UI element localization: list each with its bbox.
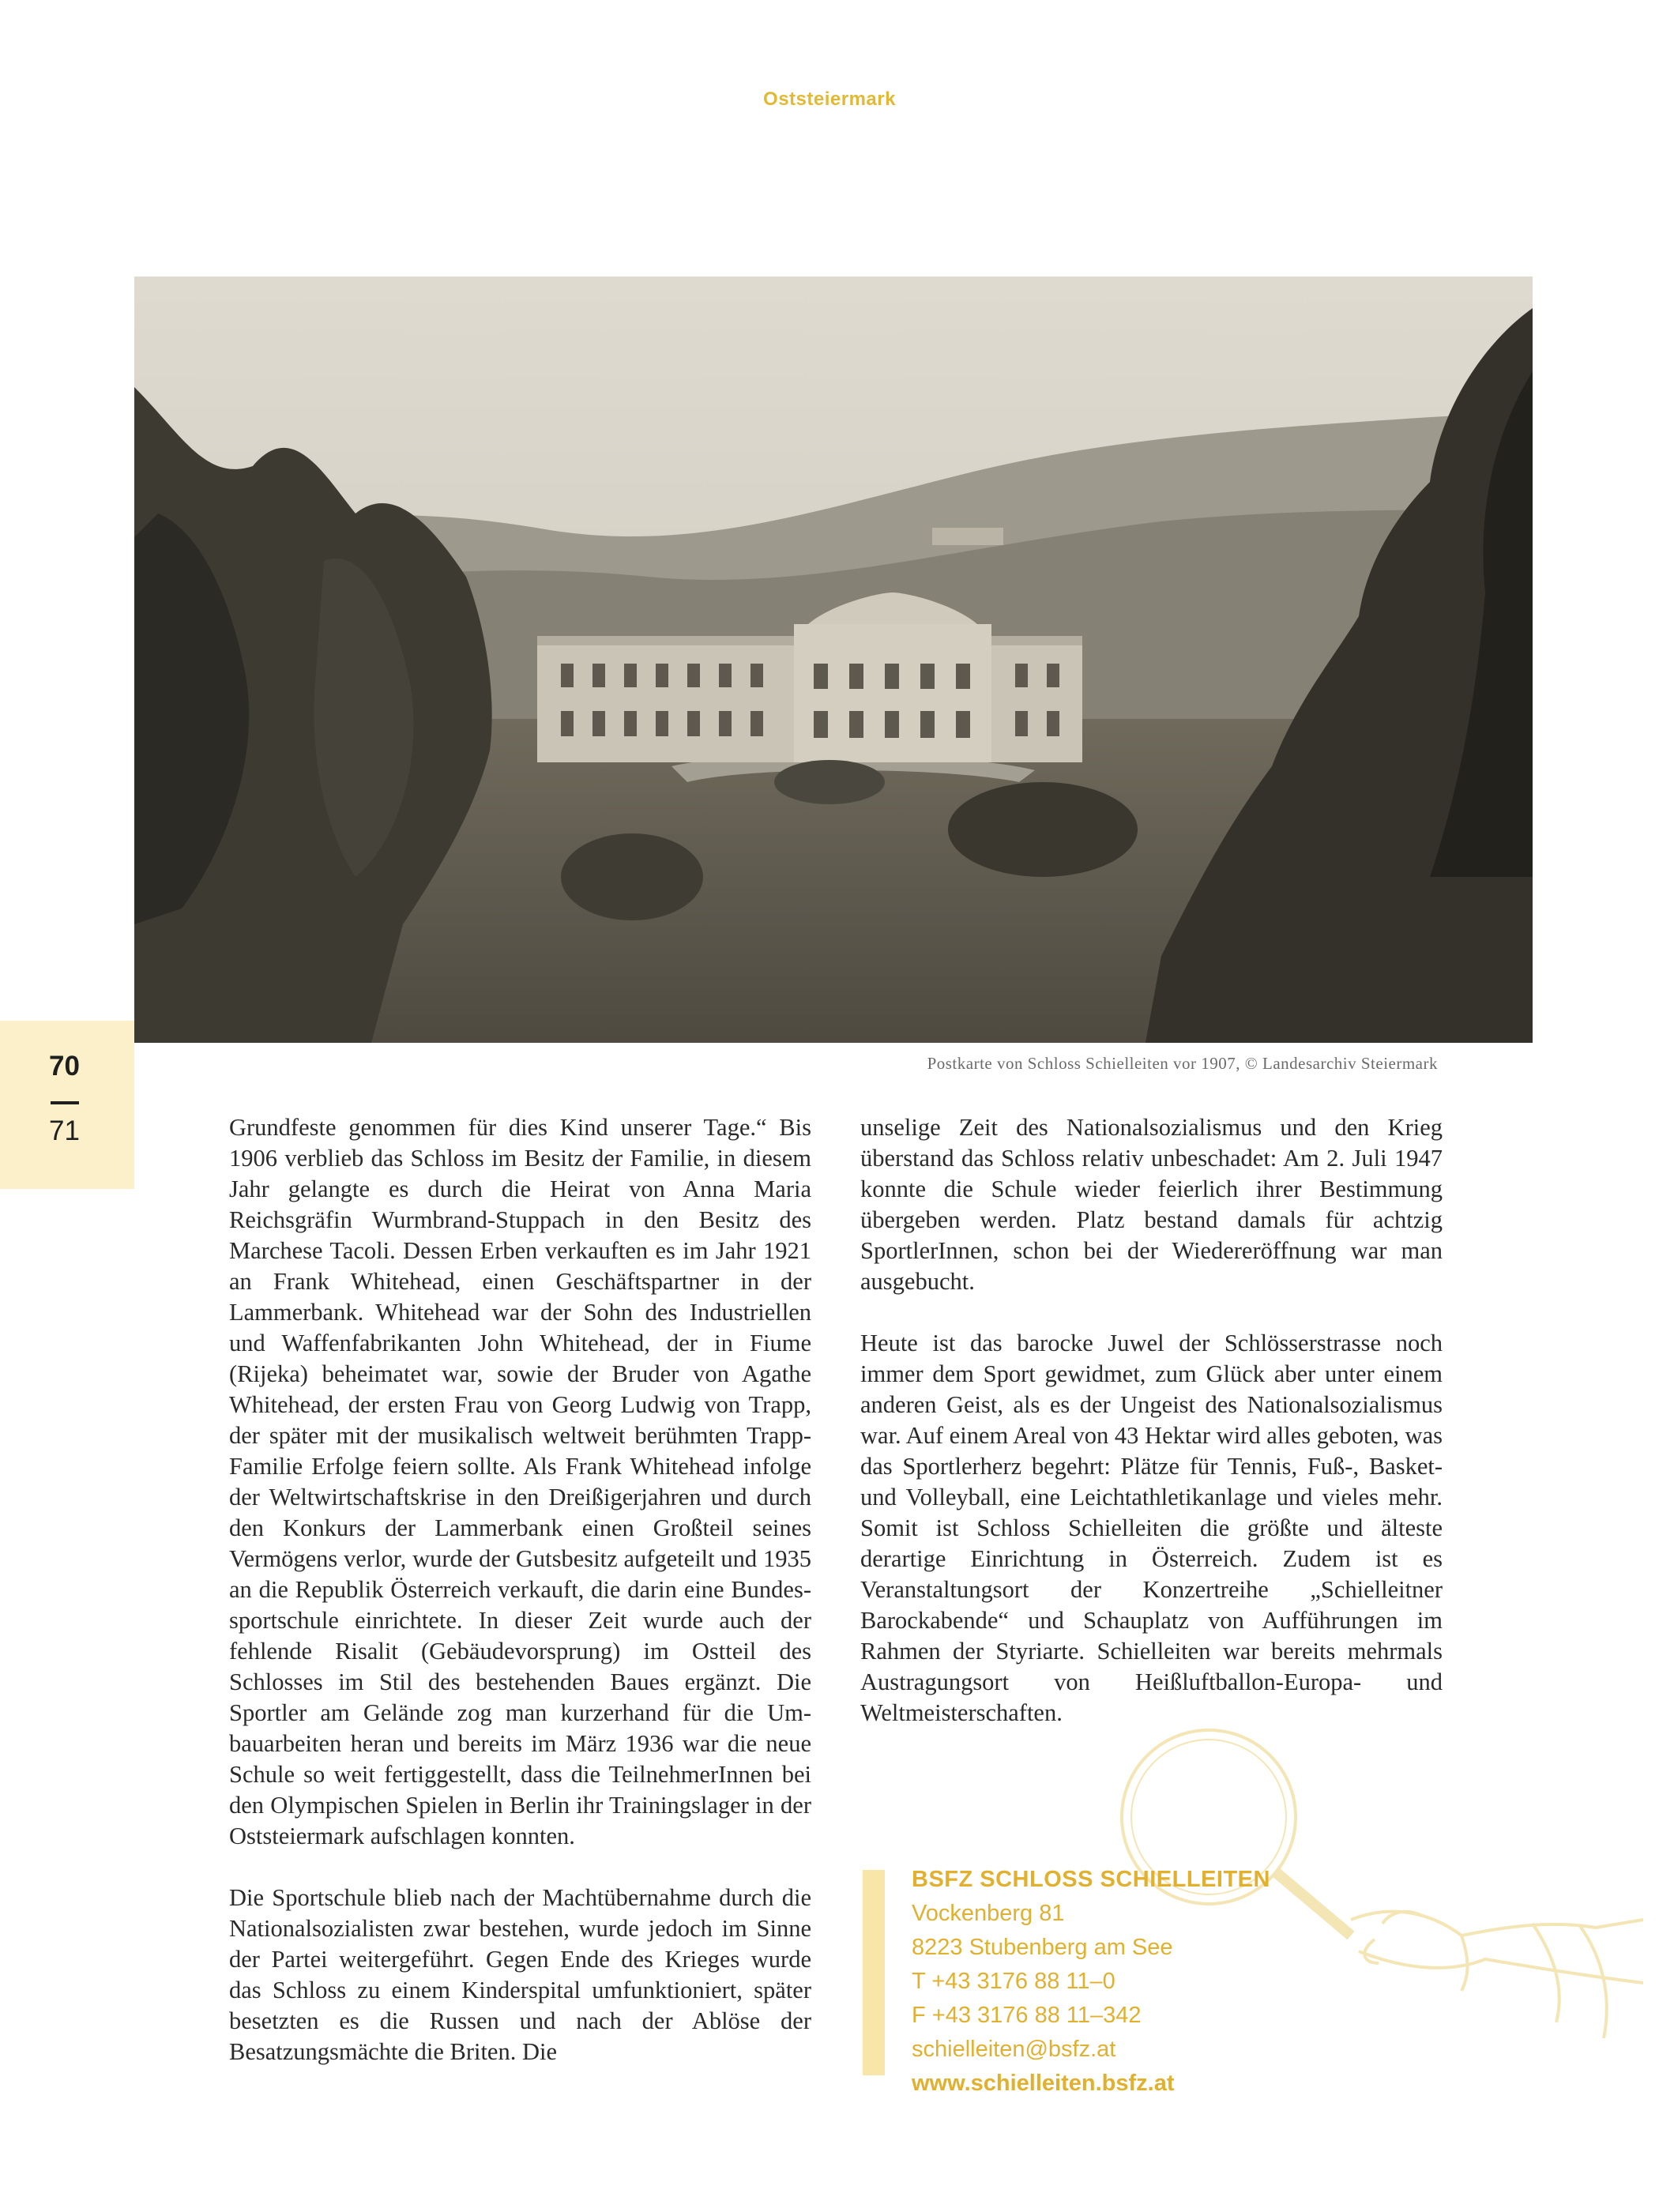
section-label: Oststeiermark [763,88,896,110]
paragraph: Die Sportschule blieb nach der Machtübernahme durch die Nationalsozialisten zwar bestehen, wurde jedoch im Sinne der Partei weitergeführt. Gegen Ende des Krieges wurde das Schloss zu einem Kinderspital umfunktioniert, später besetzten es die Russen und nach der Ablöse der Besatzungsmächte die Briten. Die [229,1884,811,2065]
article-column-left [229,1112,811,2067]
page-number-current: 70 [49,1051,80,1082]
contact-fax: F +43 3176 88 11–342 [912,2003,1142,2028]
contact-city: 8223 Stubenberg am See [912,1935,1173,1960]
contact-box [912,1863,1270,2101]
page-number-tab [0,1021,134,1189]
contact-email-link[interactable]: schielleiten@bsfz.at [912,2037,1116,2062]
article-column-right [860,1112,1443,1729]
page-number-divider [51,1101,79,1104]
paragraph: unselige Zeit des Nationalsozialismus und den Krieg überstand das Schloss relativ unbeschadet: Am 2. Juli 1947 konnte die Schule wieder feierlich ihrer Bestimmung übergeben werden. Platz bestand damals für achtzig SportlerInnen, schon bei der Wiedereröffnung war man ausgebucht. [860,1114,1443,1295]
historic-postcard-photo [134,276,1533,1043]
contact-accent-bar [863,1870,885,2075]
paragraph: Grundfeste genommen für dies Kind unserer Tage.“ Bis 1906 verblieb das Schloss im Besitz der Familie, in diesem Jahr gelangte es durch die Heirat von Anna Maria Reichsgräfin Wurmbrand-Stuppach in den Besitz des Marchese Tacoli. Dessen Erben verkauften es im Jahr 1921 an Frank Whitehead, einen Geschäftspartner in der Lammerbank. Whitehead war der Sohn des Industriellen und Waffenfabrikanten John Whitehead, der in Fiume (Rijeka) beheimatet war, sowie der Bruder von Agathe Whitehead, der ersten Frau von Georg Ludwig von Trapp, der später mit der musikalisch weltweit berühmten Trapp-Familie Erfolge feiern sollte. Als Frank Whitehead infolge der Weltwirtschaftskrise in den Dreißigerjahren und durch den Konkurs der Lammerbank einen Großteil seines Vermögens verlor, wurde der Gutsbesitz aufgeteilt und 1935 an die Republik Österreich verkauft, die darin eine Bundessportschule einrichtete. In dieser Zeit wurde auch der fehlende Risalit (Gebäudevorsprung) im Ostteil des Schlosses im Stil des bestehenden Baues ergänzt. Die Sportler am Gelände zog man kurzerhand für die Umbauarbeiten heran und bereits im März 1936 war die neue Schule so weit fertiggestellt, dass die TeilnehmerInnen bei den Olympischen Spielen in Berlin ihr Trainingslager in der Oststeiermark aufschlagen konnten. [229,1114,811,1849]
contact-phone: T +43 3176 88 11–0 [912,1969,1115,1994]
paragraph: Heute ist das barocke Juwel der Schlösserstrasse noch immer dem Sport gewidmet, zum Glück aber unter einem anderen Geist, als es der Ungeist des Nationalsozialismus war. Auf einem Areal von 43 Hektar wird alles geboten, was das Sportlerherz begehrt: Plätze für Tennis, Fuß-, Basket- und Volleyball, eine Leichtathletikanlage und vieles mehr. Somit ist Schloss Schielleiten die größte und älteste derartige Einrichtung in Österreich. Zudem ist es Veranstaltungsort der Konzertreihe „Schielleitner Barockabende“ und Schauplatz von Aufführungen im Rahmen der Styriarte. Schielleiten war bereits mehrmals Austragungsort von Heißluftballon-Europa- und Weltmeisterschaften. [860,1330,1443,1726]
photo-caption: Postkarte von Schloss Schielleiten vor 1907, © Landesarchiv Steiermark [927,1054,1438,1073]
contact-website-link[interactable]: www.schielleiten.bsfz.at [912,2071,1175,2096]
contact-name: BSFZ SCHLOSS SCHIELLEITEN [912,1867,1270,1892]
castle-photo-illustration [134,276,1533,1043]
page-number-next: 71 [49,1115,80,1146]
contact-street: Vockenberg 81 [912,1901,1065,1926]
